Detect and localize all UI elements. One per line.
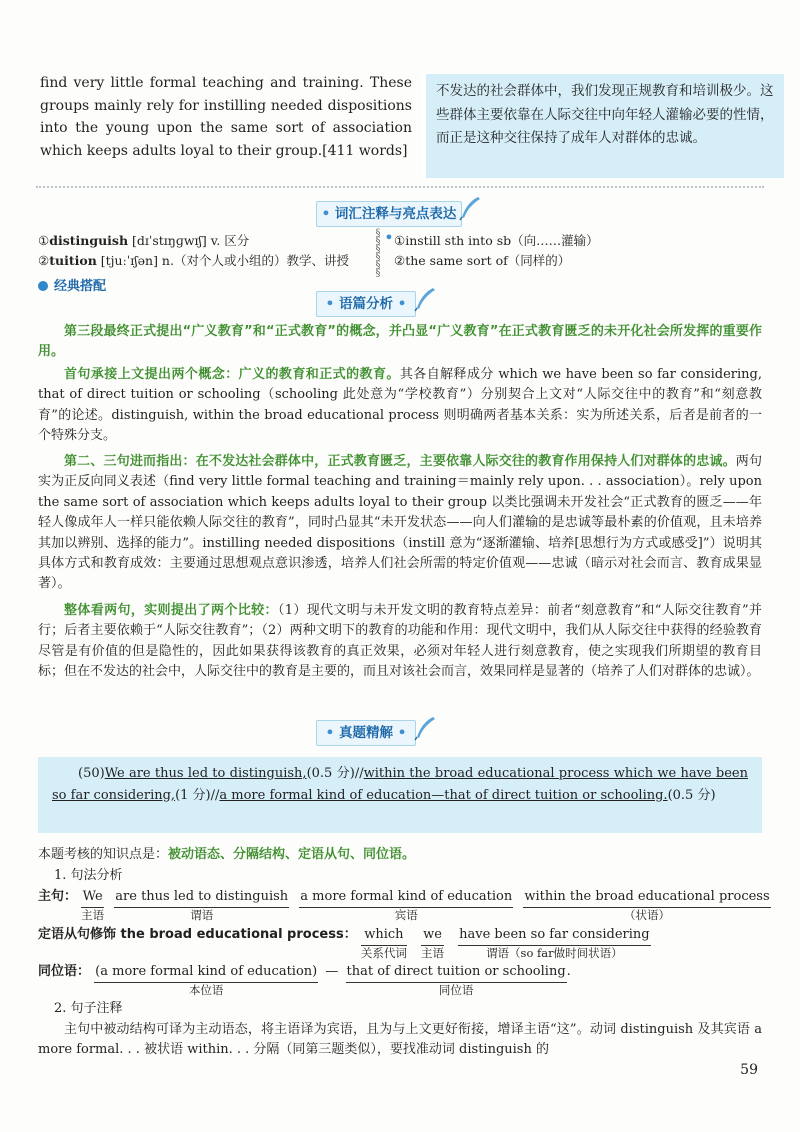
quill-icon	[413, 715, 437, 741]
vocab-section-header: • 词汇注释与亮点表达 •	[316, 201, 462, 227]
analysis-paragraph: 首句承接上文提出两个概念：广义的教育和正式的教育。其各自解释成分 which we have been so far considering, that of direct tuition or schooling（schooling 此处意为“学校教育”）分别契合上文对“人际交往中的教育”和“刻意教育”的论述。distinguish, within the broad educational process 则明确两者基本关系：实为所述关系，后者是前者的一个特殊分支。	[38, 367, 762, 444]
collocation-heading: 经典搭配	[38, 275, 106, 294]
exam-sentence-box	[38, 757, 762, 833]
phrase-item: ②the same sort of（同样的）	[394, 253, 571, 268]
analysis-paragraph: 整体看两句，实则提出了两个比较：（1）现代文明与未开发文明的教育特点差异：前者“刻意教育”和“人际交往教育”并行；后者主要依赖于“人际交往教育”；（2）两种文明下的教育的功能和作用：现代文明中，我们从人际交往中获得的经验教育尽管是有价值的但是隐性的，因此如果获得该教育的真正效果，必须对年轻人进行刻意教育，使之实现我们所期望的教育目标；但在不发达的社会中，人际交往中的教育是主要的，而且对该社会而言，效果同样是显著的（培养了人们对群体的忠诚）。	[38, 603, 762, 680]
main-clause-row: 主句： We 主语 are thus led to distinguish 谓语 a more formal kind of education 宾语 within the broad educational process （状语）	[38, 889, 770, 922]
vocab-section-title: 词汇注释与亮点表达	[334, 206, 457, 222]
analysis-section-header: • 语篇分析 •	[316, 291, 416, 317]
quill-icon	[458, 195, 482, 221]
exam-sentence: (50)We are thus led to distinguish,(0.5 分)//within the broad educational process which we have been so far considering,(1 分)//a more formal kind of education—that of direct tuition or schooling.(0.5 分)	[52, 766, 748, 803]
phrase-item: ①instill sth into sb（向……灌输）	[394, 233, 599, 248]
translation-text: 不发达的社会群体中，我们发现正规教育和培训极少。这些群体主要依靠在人际交往中向年轻人灌输必要的性情，而正是这种交往保持了成年人对群体的忠诚。	[436, 83, 774, 146]
divider-dotted	[36, 186, 764, 188]
bullet-icon	[38, 281, 48, 291]
vocab-item: ②tuition [tjuːˈɪʃən] n.（对个人或小组的）教学、讲授	[38, 253, 349, 268]
chain-divider-icon: § § § § § §	[375, 228, 381, 279]
subheading-notes: 2. 句子注释	[54, 1001, 123, 1016]
quill-icon	[413, 286, 437, 312]
translation-box	[422, 74, 784, 178]
exam-section-header: • 真题精解 •	[316, 720, 416, 746]
page-number: 59	[740, 1062, 758, 1078]
notes-paragraph: 主句中被动结构可译为主动语态，将主语译为宾语，且为与上文更好衔接，增译主语“这”。动词 distinguish 及其宾语 a more formal. . . 被状语 within. . . 分隔（同第三题类似），要找准动词 distinguish 的	[38, 1022, 762, 1058]
analysis-paragraph: 第三段最终正式提出“广义教育”和“正式教育”的概念，并凸显“广义教育”在正式教育匮乏的未开化社会所发挥的重要作用。	[38, 324, 762, 360]
analysis-section-title: 语篇分析	[339, 296, 393, 312]
vocab-item: ①distinguish [dɪˈstɪŋɡwɪʃ] v. 区分	[38, 233, 250, 248]
exam-section-title: 真题精解	[339, 725, 393, 741]
analysis-paragraph: 第二、三句进而指出：在不发达社会群体中，正式教育匮乏，主要依靠人际交往的教育作用保持人们对群体的忠诚。两句实为正反向同义表述（find very little formal teaching and training＝mainly rely upon. . . association）。rely upon the same sort of association which keeps adults loyal to their group 以类比强调未开发社会“正式教育的匮乏——年轻人像成年人一样只能依赖人际交往的教育”，同时凸显其“未开发状态——向人们灌输的是忠诚等最朴素的价值观，且未培养其加以辨别、选择的能力”。instilling needed dispositions（instill 意为“逐渐灌输、培养[思想行为方式或感受]”）说明其具体方式和教育成效：主要通过思想观点意识渗透，培养人们社会所需的特定价值观——忠诚（暗示对社会而言、教育成果显著）。	[38, 454, 762, 592]
knowledge-intro: 本题考核的知识点是：被动语态、分隔结构、定语从句、同位语。	[38, 847, 416, 862]
intro-english-paragraph: find very little formal teaching and training. These groups mainly rely for instilling needed dispositions into the young upon the same sort of association which keeps adults loyal to their group.[411 words]	[40, 75, 412, 159]
subheading-syntax: 1. 句法分析	[54, 868, 123, 883]
relative-clause-row: 定语从句修饰 the broad educational process： which 关系代词 we 主语 have been so far considering 谓语（so far做时间状语）	[38, 927, 650, 960]
appositive-row: 同位语： (a more formal kind of education) 本位语 — that of direct tuition or schooling 同位语 .	[38, 964, 571, 997]
